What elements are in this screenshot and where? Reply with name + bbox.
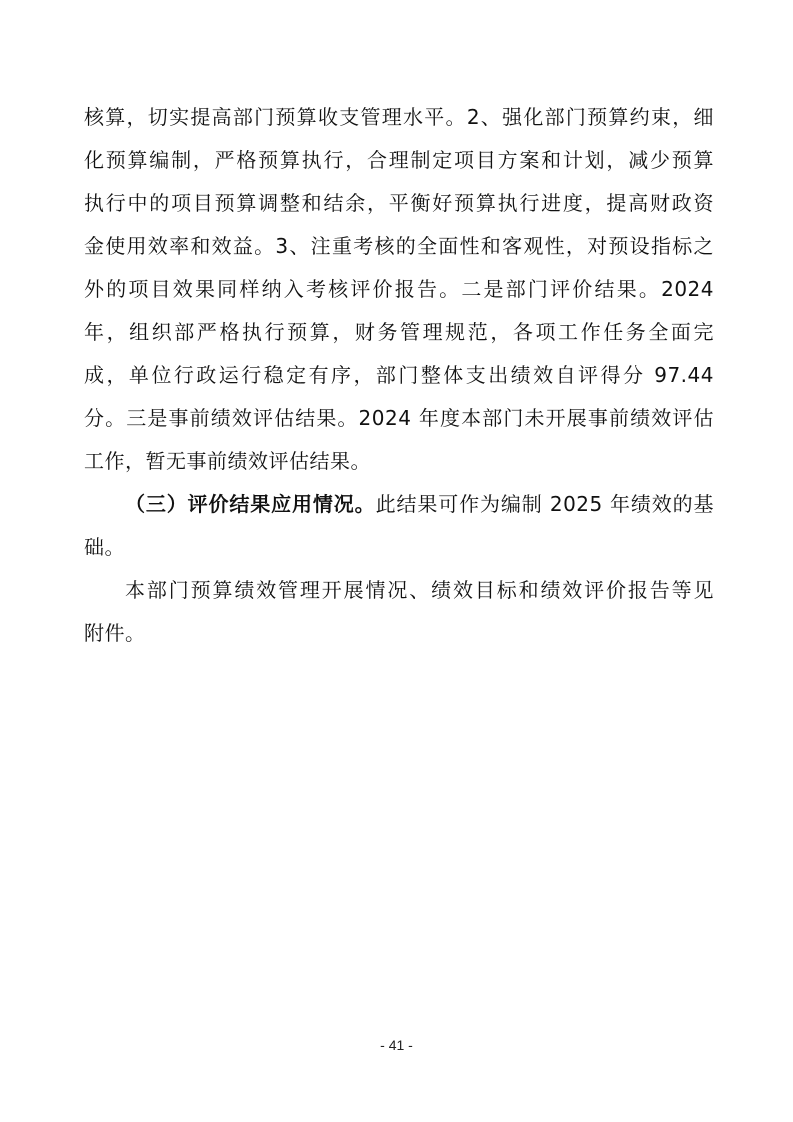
text-line: 础。 xyxy=(84,535,125,559)
text-line: 外的项目效果同样纳入考核评价报告。二是部门评价结果。2024 xyxy=(84,277,714,301)
paragraph-evaluation-summary xyxy=(84,96,714,483)
paragraph-result-application xyxy=(84,483,714,569)
text-line: 化预算编制，严格预算执行，合理制定项目方案和计划，减少预算 xyxy=(84,148,714,172)
body-text xyxy=(84,96,714,655)
text-line: 本部门预算绩效管理开展情况、绩效目标和绩效评价报告等见 xyxy=(125,578,714,602)
page-number: - 41 - xyxy=(380,1037,413,1053)
text-line: 核算，切实提高部门预算收支管理水平。2、强化部门预算约束，细 xyxy=(84,105,714,129)
text-line: 执行中的项目预算调整和结余，平衡好预算执行进度，提高财政资 xyxy=(84,191,714,215)
paragraph-attachment-note xyxy=(84,569,714,655)
section-heading: （三）评价结果应用情况。 xyxy=(125,492,376,516)
text-run: 此结果可作为编制 2025 年绩效的基 xyxy=(375,492,714,516)
text-line: 附件。 xyxy=(84,621,146,645)
text-line: 分。三是事前绩效评估结果。2024 年度本部门未开展事前绩效评估 xyxy=(84,406,714,430)
text-line xyxy=(84,483,714,526)
text-line: 成，单位行政运行稳定有序，部门整体支出绩效自评得分 97.44 xyxy=(84,363,714,387)
text-line: 工作，暂无事前绩效评估结果。 xyxy=(84,449,371,473)
text-line: 金使用效率和效益。3、注重考核的全面性和客观性，对预设指标之 xyxy=(84,234,714,258)
text-line: 年，组织部严格执行预算，财务管理规范，各项工作任务全面完 xyxy=(84,320,714,344)
